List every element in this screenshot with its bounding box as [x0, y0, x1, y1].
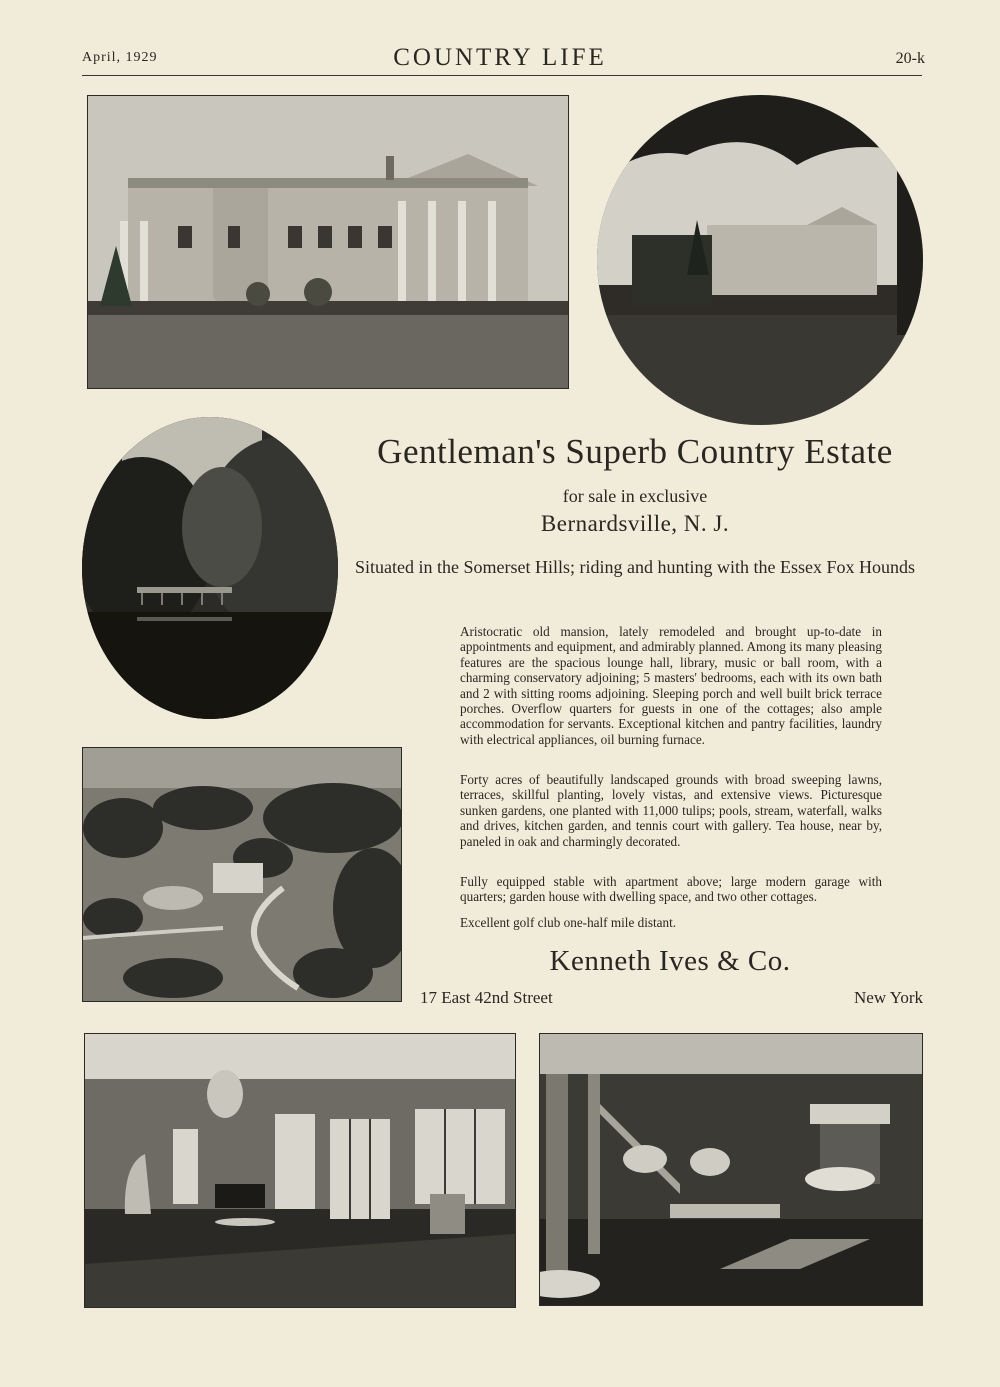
ballroom-interior-photo [84, 1033, 516, 1308]
description-paragraph: Aristocratic old mansion, lately remodeled and brought up-to-date in appointments and equipment, and admirably planned. Among its many pleasing features are the spacious lounge hall, library, music or ball room, with a charming conservatory adjoining; 5 masters' bedrooms, each with its own bath and 2 with sitting rooms adjoining. Sleeping porch and well built brick terrace porches. Overflow quarters for guests in one of the cottages; also ample accommodation for servants. Exceptional kitchen and pantry facilities, laundry with electrical appliances, oil burning furnace. [460, 624, 882, 747]
agent-company: Kenneth Ives & Co. [549, 945, 791, 977]
mansion-distant-view-photo [597, 95, 923, 425]
ad-situated: Situated in the Somerset Hills; riding and hunting with the Essex Fox Hounds [355, 557, 915, 577]
ad-location: Bernardsville, N. J. [540, 511, 730, 536]
page-number: 20-k [895, 50, 925, 67]
lounge-hall-interior-photo [539, 1033, 923, 1306]
issue-date: April, 1929 [82, 50, 158, 65]
ad-headline: Gentleman's Superb Country Estate [377, 432, 893, 471]
ad-subline: for sale in exclusive [562, 486, 708, 506]
agent-address: 17 East 42nd Street [420, 988, 553, 1007]
outbuildings-paragraph: Fully equipped stable with apartment above; large modern garage with quarters; garden house with dwelling space, and two other cottages. [460, 874, 882, 905]
agent-city: New York [854, 988, 923, 1007]
grounds-paragraph: Forty acres of beautifully landscaped grounds with broad sweeping lawns, terraces, skillful planting, lovely vistas, and extensive views. Picturesque sunken gardens, one planted with 11,000 tulips; pools, stream, waterfall, walks and drives, kitchen garden, and tennis court with gallery. Tea house, near by, paneled in oak and charmingly decorated. [460, 772, 882, 849]
aerial-estate-photo [82, 747, 402, 1002]
magazine-title: COUNTRY LIFE [393, 44, 607, 71]
header-rule [82, 75, 922, 76]
golf-paragraph: Excellent golf club one-half mile distant. [460, 915, 677, 930]
pond-bridge-photo [82, 417, 338, 719]
mansion-facade-photo [87, 95, 569, 389]
